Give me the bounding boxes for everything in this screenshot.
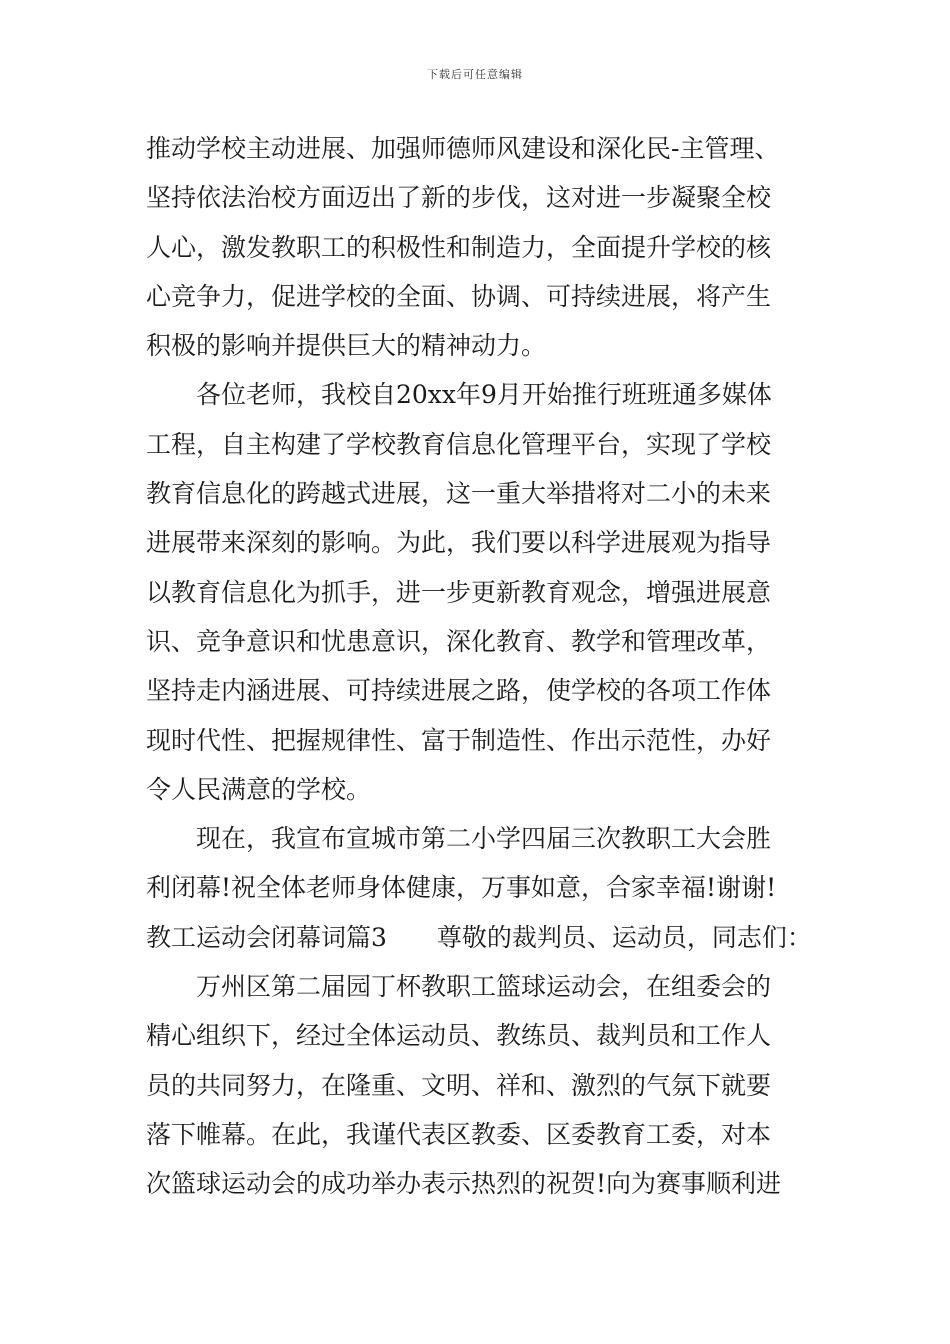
text-line: 令人民满意的学校。 [146,774,372,804]
text-line: 推动学校主动进展、加强师德师风建设和深化民-主管理、 [146,134,780,163]
text-line: 识、竞争意识和忧患意识，深化教育、教学和管理改革， [146,626,772,656]
text-line: 员的共同努力，在隆重、文明、祥和、激烈的气氛下就要 [146,1070,772,1100]
text-line: 次篮球运动会的成功举办表示热烈的祝贺!向为赛事顺利进 [146,1169,782,1199]
paragraph-start-line: 现在，我宣布宣城市第二小学四届三次教职工大会胜 [196,824,772,854]
text-line: 教育信息化的跨越式进展，这一重大举措将对二小的未来 [146,479,772,509]
paragraph-start-line: 万州区第二届园丁杯教职工篮球运动会，在组委会的 [196,972,772,1002]
page-header: 下载后可任意编辑 [427,68,523,81]
text-line: 坚持依法治校方面迈出了新的步伐，这对进一步凝聚全校 [146,183,772,213]
section-heading-line: 教工运动会闭幕词篇3 尊敬的裁判员、运动员，同志们： [146,922,812,952]
text-line: 精心组织下，经过全体运动员、教练员、裁判员和工作人 [146,1021,772,1051]
text-line: 落下帷幕。在此，我谨代表区教委、区委教育工委，对本 [146,1119,772,1149]
text-line: 以教育信息化为抓手，进一步更新教育观念，增强进展意 [146,577,772,607]
paragraph-start-line: 各位老师，我校自20xx年9月开始推行班班通多媒体 [196,380,772,410]
text-line: 人心，激发教职工的积极性和制造力，全面提升学校的核 [146,232,772,262]
body-text [146,124,816,1209]
text-line: 工程，自主构建了学校教育信息化管理平台，实现了学校 [146,429,772,459]
text-line: 进展带来深刻的影响。为此，我们要以科学进展观为指导 [146,528,772,558]
text-line: 心竞争力，促进学校的全面、协调、可持续进展，将产生 [146,281,772,311]
text-line: 现时代性、把握规律性、富于制造性、作出示范性，办好 [146,725,772,755]
text-line: 坚持走内涵进展、可持续进展之路，使学校的各项工作体 [146,676,772,706]
text-line: 利闭幕!祝全体老师身体健康，万事如意，合家幸福!谢谢! [146,873,777,903]
text-line: 积极的影响并提供巨大的精神动力。 [146,331,547,361]
